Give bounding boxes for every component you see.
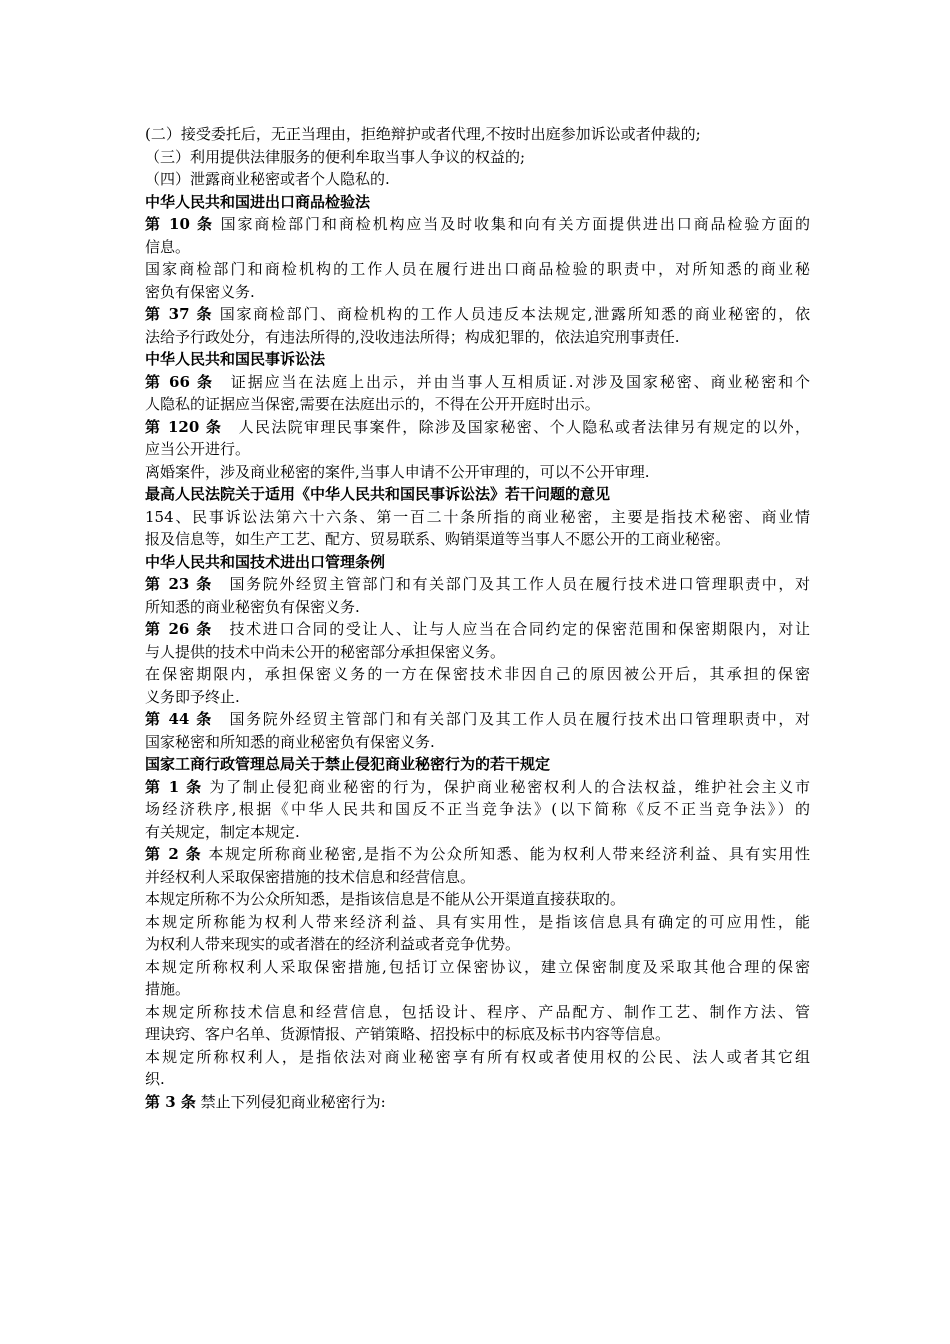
line-text: 在保密期限内，承担保密义务的一方在保密技术非因自己的原因被公开后，其承担的保密 [145,665,810,683]
heading-text: 中华人民共和国技术进出口管理条例 [145,552,386,571]
line-text: 国家秘密和所知悉的商业秘密负有保密义务. [145,732,435,751]
line-text: 国务院外经贸主管部门和有关部门及其工作人员在履行技术出口管理职责中，对 [212,710,810,728]
article-number: 第 10 条 [145,215,214,233]
line-text: 密负有保密义务. [145,282,255,301]
article-number: 第 1 条 [145,777,203,796]
text-line [145,573,810,596]
text-line [145,618,810,641]
text-line [145,258,810,281]
line-text: 国家商检部门、商检机构的工作人员违反本法规定,泄露所知悉的商业秘密的，依 [213,305,810,323]
article-number: 第 66 条 [145,372,214,391]
text-line [145,888,810,911]
text-line [145,1046,810,1069]
line-text: 154、民事诉讼法第六十六条、第一百二十条所指的商业秘密，主要是指技术秘密、商业情 [145,507,810,526]
line-text: 本规定所称权利人，是指依法对商业秘密享有所有权或者使用权的公民、法人或者其它组 [145,1047,810,1066]
line-text: （四）泄露商业秘密或者个人隐私的. [145,170,390,188]
line-text: 本规定所称权利人采取保密措施,包括订立保密协议，建立保密制度及采取其他合理的保密 [145,957,810,976]
text-line [145,461,810,484]
heading-text: 最高人民法院关于适用《中华人民共和国民事诉讼法》若干问题的意见 [145,485,611,503]
text-line [145,1091,810,1114]
line-text: 人隐私的证据应当保密,需要在法庭出示的，不得在公开开庭时出示。 [145,395,600,413]
text-line [145,843,810,866]
text-line [145,978,810,1001]
line-text: 本规定所称技术信息和经营信息，包括设计、程序、产品配方、制作工艺、制作方法、管 [145,1002,810,1021]
document-page [145,123,810,1113]
heading-text: 中华人民共和国民事诉讼法 [145,350,326,368]
text-line [145,506,810,529]
text-line [145,281,810,304]
text-line [145,956,810,979]
article-number: 第 23 条 [145,575,213,593]
text-line [145,1023,810,1046]
line-text: 国家商检部门和商检机构应当及时收集和向有关方面提供进出口商品检验方面的 [213,215,810,233]
line-text: 证据应当在法庭上出示，并由当事人互相质证.对涉及国家秘密、商业秘密和个 [213,372,810,391]
text-line [145,641,810,664]
line-text: 场经济秩序,根据《中华人民共和国反不正当竞争法》(以下简称《反不正当竞争法》）的 [145,800,810,818]
line-text: (二）接受委托后，无正当理由，拒绝辩护或者代理,不按时出庭参加诉讼或者仲裁的; [145,125,701,143]
section-heading [145,753,810,776]
article-number: 第 3 条 [145,1092,196,1111]
article-number: 第 120 条 [145,417,223,436]
line-text: 并经权利人采取保密措施的技术信息和经营信息。 [145,867,476,886]
text-line [145,123,810,146]
line-text: 禁止下列侵犯商业秘密行为: [195,1092,386,1111]
text-line [145,438,810,461]
section-heading [145,348,810,371]
article-number: 第 37 条 [145,305,214,323]
article-number: 第 44 条 [145,710,213,728]
line-text: （三）利用提供法律服务的便利牟取当事人争议的权益的; [145,147,526,166]
text-line [145,708,810,731]
line-text: 报及信息等，如生产工艺、配方、贸易联系、购销渠道等当事人不愿公开的工商业秘密。 [145,530,731,548]
text-line [145,686,810,709]
article-number: 第 2 条 [145,845,203,863]
text-line [145,596,810,619]
line-text: 本规定所称不为公众所知悉，是指该信息是不能从公开渠道直接获取的。 [145,890,626,908]
text-line [145,911,810,934]
section-heading [145,483,810,506]
line-text: 理诀窍、客户名单、货源情报、产销策略、招投标中的标底及标书内容等信息。 [145,1025,671,1043]
text-line [145,821,810,844]
text-line [145,168,810,191]
line-text: 织. [145,1070,165,1088]
line-text: 为了制止侵犯商业秘密的行为，保护商业秘密权利人的合法权益，维护社会主义市 [202,777,810,796]
section-heading [145,551,810,574]
text-line [145,731,810,754]
line-text: 技术进口合同的受让人、让与人应当在合同约定的保密范围和保密期限内，对让 [212,620,810,638]
heading-text: 中华人民共和国进出口商品检验法 [145,192,371,211]
text-line [145,1068,810,1091]
line-text: 本规定所称能为权利人带来经济利益、具有实用性，是指该信息具有确定的可应用性，能 [145,912,810,931]
line-text: 为权利人带来现实的或者潜在的经济利益或者竞争优势。 [145,935,521,953]
text-line [145,371,810,394]
text-line [145,866,810,889]
line-text: 国家商检部门和商检机构的工作人员在履行进出口商品检验的职责中，对所知悉的商业秘 [145,260,810,278]
line-text: 法给予行政处分，有违法所得的,没收违法所得；构成犯罪的，依法追究刑事责任. [145,327,680,346]
text-line [145,326,810,349]
line-text: 本规定所称商业秘密,是指不为公众所知悉、能为权利人带来经济利益、具有实用性 [202,845,810,863]
line-text: 人民法院审理民事案件，除涉及国家秘密、个人隐私或者法律另有规定的以外， [222,417,810,436]
line-text: 所知悉的商业秘密负有保密义务. [145,597,360,616]
line-text: 与人提供的技术中尚未公开的秘密部分承担保密义务。 [145,642,506,661]
text-line [145,798,810,821]
text-line [145,416,810,439]
text-line [145,393,810,416]
article-number: 第 26 条 [145,620,213,638]
line-text: 离婚案件，涉及商业秘密的案件,当事人申请不公开审理的，可以不公开审理. [145,462,650,481]
line-text: 国务院外经贸主管部门和有关部门及其工作人员在履行技术进口管理职责中，对 [212,575,810,593]
text-line [145,933,810,956]
text-line [145,528,810,551]
text-line [145,663,810,686]
line-text: 措施。 [145,980,191,998]
text-line [145,146,810,169]
text-line [145,303,810,326]
line-text: 义务即予终止. [145,687,240,706]
text-line [145,776,810,799]
line-text: 信息。 [145,237,191,256]
text-line [145,1001,810,1024]
section-heading [145,191,810,214]
line-text: 有关规定，制定本规定. [145,822,300,841]
line-text: 应当公开进行。 [145,440,251,458]
text-line [145,236,810,259]
heading-text: 国家工商行政管理总局关于禁止侵犯商业秘密行为的若干规定 [145,755,551,773]
text-line [145,213,810,236]
